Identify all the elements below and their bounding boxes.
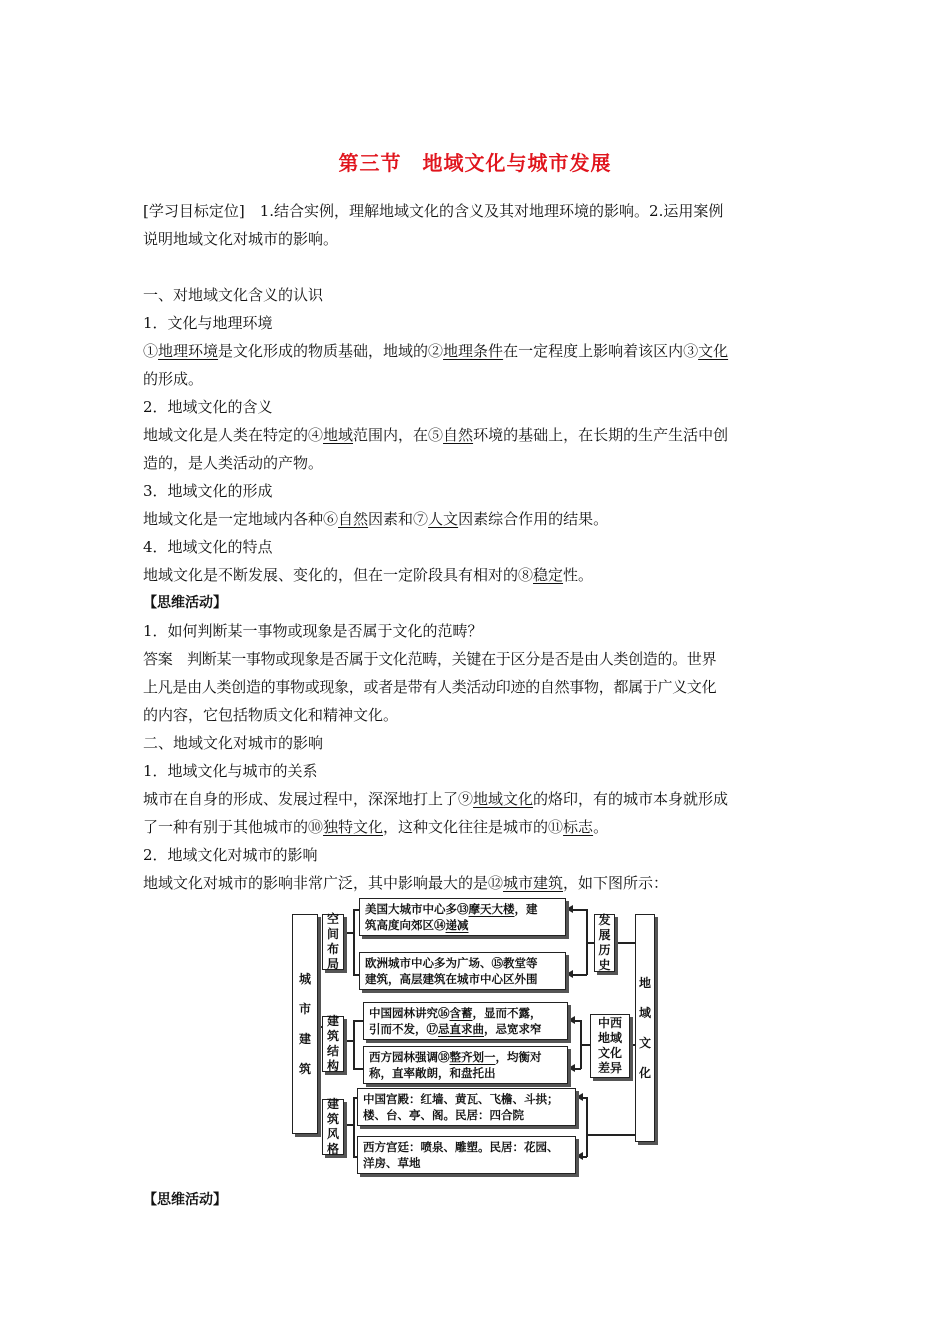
subheading: 4．地域文化的特点 [143,538,273,556]
node-us-city-center: 美国大城市中心多⑬摩天大楼，建 筑高度向郊区⑭递减 [359,898,566,936]
node-western-garden: 西方园林强调⑱整齐划一，均衡对 称，直率敞朗，和盘托出 [363,1046,568,1084]
objectives-label: [学习目标定位] [143,202,245,220]
answer-line: 答案 判断某一事物或现象是否属于文化范畴，关键在于区分是否是由人类创造的。世界 [143,650,717,668]
city-architecture-box: 城 市 建 筑 [292,914,318,1134]
objectives-line: [学习目标定位] 1.结合实例，理解地域文化的含义及其对地理环境的影响。2.运用案例 [143,202,724,220]
activity-label: 【思维活动】 [143,595,227,611]
source-cultural-difference-box: 中西 地域 文化 差异 [590,1014,630,1078]
answer-blank: 独特文化 [323,818,384,836]
node-chinese-palace: 中国宫殿：红墙、黄瓦、飞檐、斗拱； 楼、台、亭、阁。民居：四合院 [357,1088,576,1126]
answer-blank: 人文 [428,510,459,528]
paragraph: 地域文化是不断发展、变化的，但在一定阶段具有相对的⑧稳定性。 [143,566,594,584]
answer-blank: 稳定 [533,566,564,584]
answer-blank: 地域文化 [473,790,534,808]
subheading: 3．地域文化的形成 [143,482,273,500]
answer-blank: 地域 [323,426,354,444]
answer-line: 的内容，它包括物质文化和精神文化。 [143,706,399,724]
node-western-palace: 西方宫廷：喷泉、雕塑。民居：花园、 洋房、草地 [357,1136,576,1174]
answer-blank: 城市建筑 [503,874,564,892]
document-body: [学习目标定位] 1.结合实例，理解地域文化的含义及其对地理环境的影响。2.运用案例 说明地域文化对城市的影响。 一、对地域文化含义的认识 1．文化与地理环境 ①地理环境是文化形成的物质基础，地域的②地理条件在一定程度上影响着该区内③文化 的形成。 2．地域文化的含义 地域文化是人类在特定的④地域范围内，在⑤自然环境的基础上，在长期的生产生活中创 造的，是人类活动的产物。 3．地域文化的形成 地域文化是一定地域内各种⑥自然因素和⑦人文因素综合作用的结果。 4．地域文化的特点 地域文化是不断发展、变化的，但在一定阶段具有相对的⑧稳定性。 【思维活动】 1．如何判断某一事物或现象是否属于文化的范畴？ 答案 判断某一事物或现象是否属于文化范畴，关键在于区分是否是由人类创造的。世界 上凡是由人类创造的事物或现象，或者是带有人类活动印迹的自然事物，都属于广义文化 的内容，它包括物质文化和精神文化。 二、地域文化对城市的影响 1．地域文化与城市的关系 城市在自身的形成、发展过程中，深深地打上了⑨地域文化的烙印，有的城市本身就形成 了一种有别于其他城市的⑩独特文化，这种文化往往是城市的⑪标志。 2．地域文化对城市的影响 地域文化对城市的影响非常广泛，其中影响最大的是⑫城市建筑，如下图所示： [143,197,811,897]
node-european-city-center: 欧洲城市中心多为广场、⑮教堂等 建筑，高层建筑在城市中心区外围 [359,952,566,990]
answer-blank: 自然 [443,426,474,444]
answer-blank: 地理条件 [443,342,504,360]
question: 1．如何判断某一事物或现象是否属于文化的范畴？ [143,622,483,640]
paragraph: 地域文化是一定地域内各种⑥自然因素和⑦人文因素综合作用的结果。 [143,510,609,528]
regional-culture-box: 地 域 文 化 [635,914,655,1142]
category-building-structure: 建 筑 结 构 [322,1016,344,1072]
source-history-box: 发 展 历 史 [594,914,615,972]
paragraph: 地域文化是人类在特定的④地域范围内，在⑤自然环境的基础上，在长期的生产生活中创 [143,426,729,444]
paragraph: ①地理环境是文化形成的物质基础，地域的②地理条件在一定程度上影响着该区内③文化 [143,342,729,360]
answer-blank: 地理环境 [158,342,219,360]
section-heading: 一、对地域文化含义的认识 [143,286,324,304]
activity-label-2: 【思维活动】 [143,1192,227,1208]
category-building-style: 建 筑 风 格 [322,1099,344,1155]
answer-blank: 文化 [698,342,729,360]
subheading: 1．文化与地理环境 [143,314,273,332]
answer-line: 上凡是由人类创造的事物或现象，或者是带有人类活动印迹的自然事物，都属于广义文化 [143,678,717,696]
paragraph: 了一种有别于其他城市的⑩独特文化，这种文化往往是城市的⑪标志。 [143,818,609,836]
city-architecture-diagram [290,896,660,1170]
answer-blank: 自然 [338,510,369,528]
objectives-line-2: 说明地域文化对城市的影响。 [143,230,339,248]
section-heading: 二、地域文化对城市的影响 [143,734,324,752]
page-title: 第三节 地域文化与城市发展 [338,151,612,175]
node-chinese-garden: 中国园林讲究⑯含蓄，显而不露， 引而不发，⑰忌直求曲，忌宽求窄 [363,1002,568,1040]
subheading: 2．地域文化对城市的影响 [143,846,318,864]
paragraph: 城市在自身的形成、发展过程中，深深地打上了⑨地域文化的烙印，有的城市本身就形成 [143,790,729,808]
subheading: 1．地域文化与城市的关系 [143,762,318,780]
answer-blank: 标志 [563,818,594,836]
subheading: 2．地域文化的含义 [143,398,273,416]
category-spatial-layout: 空 间 布 局 [322,914,344,970]
paragraph: 地域文化对城市的影响非常广泛，其中影响最大的是⑫城市建筑，如下图所示： [143,874,669,892]
